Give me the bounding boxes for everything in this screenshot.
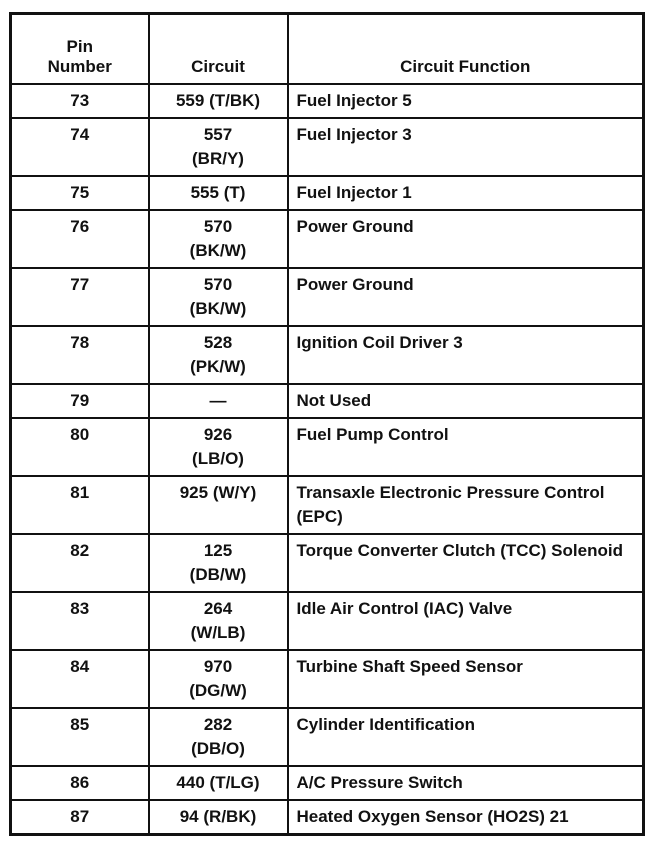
circuit-header: Circuit — [149, 14, 288, 85]
circuit-number: 557 — [203, 125, 233, 144]
pin-number-cell: 87 — [11, 800, 149, 835]
circuit-function-cell: Idle Air Control (IAC) Valve — [288, 592, 644, 650]
circuit-number: 264 — [203, 599, 233, 618]
circuit-number: 125 — [203, 541, 233, 560]
circuit-function-cell: Cylinder Identification — [288, 708, 644, 766]
circuit-number: 970 — [203, 657, 233, 676]
circuit-function-cell: Transaxle Electronic Pressure Control (EPC) — [288, 476, 644, 534]
pin-number-cell: 75 — [11, 176, 149, 210]
table-row — [11, 326, 644, 384]
circuit-function-cell: Power Ground — [288, 268, 644, 326]
pin-number-cell: 74 — [11, 118, 149, 176]
pin-header-line1: Pin — [66, 37, 93, 56]
circuit-function-cell: Fuel Pump Control — [288, 418, 644, 476]
circuit-cell — [149, 708, 288, 766]
circuit-cell — [149, 476, 288, 534]
table-body — [11, 84, 644, 835]
circuit-function-cell: Fuel Injector 5 — [288, 84, 644, 118]
circuit-number: 926 — [203, 425, 233, 444]
circuit-number: — — [209, 391, 227, 410]
table-row — [11, 418, 644, 476]
circuit-color-code: (BR/Y) — [192, 149, 244, 168]
circuit-cell — [149, 766, 288, 800]
circuit-function-cell: Power Ground — [288, 210, 644, 268]
circuit-number: 282 — [203, 715, 233, 734]
circuit-number: 570 — [203, 217, 233, 236]
circuit-number: 94 — [179, 807, 199, 826]
circuit-cell — [149, 592, 288, 650]
pin-number-cell: 80 — [11, 418, 149, 476]
pin-number-cell: 78 — [11, 326, 149, 384]
circuit-color-code: (W/Y) — [212, 483, 257, 502]
circuit-function-cell: A/C Pressure Switch — [288, 766, 644, 800]
circuit-number: 555 — [190, 183, 219, 202]
table-row — [11, 766, 644, 800]
table-header-row — [11, 14, 644, 85]
circuit-function-cell: Heated Oxygen Sensor (HO2S) 21 — [288, 800, 644, 835]
circuit-cell — [149, 650, 288, 708]
circuit-color-code: (BK/W) — [189, 241, 247, 260]
circuit-cell — [149, 210, 288, 268]
circuit-function-cell: Turbine Shaft Speed Sensor — [288, 650, 644, 708]
pin-number-cell: 85 — [11, 708, 149, 766]
table-row — [11, 84, 644, 118]
table-row — [11, 384, 644, 418]
circuit-number: 925 — [179, 483, 209, 502]
circuit-color-code: (DG/W) — [189, 681, 247, 700]
pin-number-cell: 77 — [11, 268, 149, 326]
circuit-cell — [149, 84, 288, 118]
circuit-function-cell: Fuel Injector 1 — [288, 176, 644, 210]
table-row — [11, 176, 644, 210]
table-row — [11, 708, 644, 766]
pin-circuit-table — [9, 12, 645, 836]
circuit-cell — [149, 118, 288, 176]
circuit-color-code: (LB/O) — [192, 449, 244, 468]
pin-number-cell: 79 — [11, 384, 149, 418]
pin-number-cell: 81 — [11, 476, 149, 534]
pin-header-line2: Number — [47, 57, 112, 76]
pin-number-cell: 86 — [11, 766, 149, 800]
table-row — [11, 650, 644, 708]
circuit-color-code: (T/LG) — [209, 773, 260, 792]
circuit-cell — [149, 800, 288, 835]
circuit-cell — [149, 176, 288, 210]
circuit-function-cell: Not Used — [288, 384, 644, 418]
table-row — [11, 118, 644, 176]
table-row — [11, 534, 644, 592]
circuit-color-code: (T/BK) — [209, 91, 261, 110]
circuit-color-code: (BK/W) — [189, 299, 247, 318]
circuit-cell — [149, 534, 288, 592]
table-row — [11, 476, 644, 534]
table-row — [11, 210, 644, 268]
pin-number-cell: 76 — [11, 210, 149, 268]
circuit-cell — [149, 326, 288, 384]
table-row — [11, 268, 644, 326]
pin-number-cell: 73 — [11, 84, 149, 118]
circuit-number: 570 — [203, 275, 233, 294]
circuit-color-code: (DB/O) — [191, 739, 245, 758]
pin-number-cell: 82 — [11, 534, 149, 592]
circuit-color-code: (R/BK) — [203, 807, 257, 826]
circuit-cell — [149, 418, 288, 476]
circuit-function-cell: Fuel Injector 3 — [288, 118, 644, 176]
circuit-number: 440 — [176, 773, 205, 792]
circuit-number: 559 — [175, 91, 205, 110]
circuit-color-code: (PK/W) — [190, 357, 246, 376]
circuit-number: 528 — [203, 333, 233, 352]
pin-number-cell: 83 — [11, 592, 149, 650]
table-row — [11, 592, 644, 650]
circuit-cell — [149, 384, 288, 418]
circuit-color-code: (DB/W) — [189, 565, 247, 584]
pin-number-header — [11, 14, 149, 85]
circuit-color-code: (T) — [223, 183, 246, 202]
circuit-function-cell: Ignition Coil Driver 3 — [288, 326, 644, 384]
circuit-color-code: (W/LB) — [190, 623, 246, 642]
circuit-function-header: Circuit Function — [288, 14, 644, 85]
circuit-cell — [149, 268, 288, 326]
table-row — [11, 800, 644, 835]
pin-number-cell: 84 — [11, 650, 149, 708]
circuit-function-cell: Torque Converter Clutch (TCC) Solenoid — [288, 534, 644, 592]
